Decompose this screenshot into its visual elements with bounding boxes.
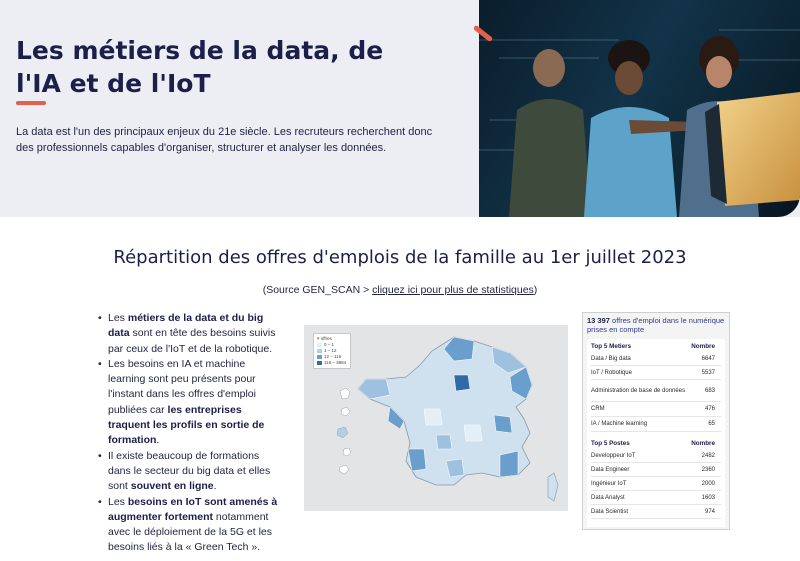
row-label: Developpeur IoT [591, 452, 636, 459]
legend-swatch [317, 361, 322, 365]
stats-table [587, 339, 725, 527]
table-row [591, 366, 721, 380]
bullet-highlight: souvent en ligne [130, 480, 214, 493]
count-header: Nombre [691, 343, 715, 350]
bullet-text: notamment avec le déploiement de la 5G et les besoins liés à la « Green Tech ». [108, 510, 273, 554]
hero-description: La data est l'un des principaux enjeux du 21e siècle. Les recruteurs recherchent donc des professionnels capables d'organiser, structurer et analyser les données. [16, 126, 433, 154]
bullet-text: Les [108, 312, 128, 324]
source-prefix: (Source GEN_SCAN > [262, 284, 373, 296]
row-label: Administration de base de données [591, 387, 686, 394]
source-line [0, 284, 800, 296]
team-photo-illustration [479, 0, 800, 217]
list-item [98, 495, 284, 556]
list-item [98, 311, 284, 357]
row-value: 5537 [701, 369, 715, 376]
total-offers: 13 397 [587, 316, 610, 325]
title-underline [16, 101, 46, 105]
table-row [591, 449, 721, 463]
row-value: 974 [704, 508, 715, 515]
row-value: 1603 [701, 494, 715, 501]
row-value: 2482 [701, 452, 715, 459]
row-label: Data Scientist [591, 508, 629, 515]
legend-title: # offres [317, 336, 332, 341]
section-title: Répartition des offres d'emplois de la famille au 1er juillet 2023 [113, 247, 687, 268]
legend-swatch [317, 355, 322, 359]
legend-label: 1 – 12 [324, 348, 337, 353]
legend-swatch [317, 349, 322, 353]
legend-item [317, 360, 347, 366]
hero-photo [479, 0, 800, 217]
table-row [591, 491, 721, 505]
bullet-text: . [213, 480, 217, 493]
source-suffix: ) [533, 284, 538, 296]
table-row [591, 477, 721, 491]
key-points-list [98, 311, 284, 556]
count-header: Nombre [691, 440, 715, 447]
bullet-highlight: métiers de la data et du big data [108, 312, 264, 340]
bullet-text: Les [108, 495, 128, 508]
row-label: Ingénieur IoT [591, 480, 627, 487]
list-item [98, 449, 284, 495]
postes-header-row [591, 440, 721, 447]
bullet-highlight: les entreprises traquent les profils en sortie de formation [108, 403, 265, 447]
row-value: 2360 [701, 466, 715, 473]
row-value: 65 [708, 421, 715, 427]
bullet-highlight: besoins en IoT sont amenés à augmenter fortement [108, 495, 278, 523]
table-row [591, 402, 721, 417]
stats-panel [582, 312, 730, 530]
table-row [591, 463, 721, 477]
table-row [591, 417, 721, 432]
stats-summary [587, 316, 729, 334]
page-title: Les métiers de la data, de l'IA et de l'IoT [16, 36, 384, 98]
map-legend [313, 333, 351, 369]
row-label: CRM [591, 406, 605, 412]
row-value: 6647 [701, 355, 715, 362]
list-item [98, 357, 284, 449]
row-label: Data / Big data [591, 355, 631, 362]
statistics-link[interactable]: cliquez ici pour plus de statistiques [372, 284, 534, 296]
row-label: IA / Machine learning [591, 421, 648, 427]
postes-header: Top 5 Postes [591, 440, 630, 447]
row-value: 476 [704, 406, 715, 412]
row-label: IoT / Robotique [591, 369, 632, 376]
table-row [591, 380, 721, 402]
row-label: Data Analyst [591, 494, 625, 501]
row-value: 683 [704, 387, 715, 394]
metiers-header: Top 5 Metiers [591, 343, 632, 350]
legend-label: 0 – 1 [324, 342, 335, 347]
row-label: Data Engineer [591, 466, 630, 473]
bullet-text: Les besoins en IA et machine learning sont peu présents pour l'instant dans les offres d'emploi publiées car [108, 357, 256, 416]
table-row [591, 505, 721, 519]
bullet-text: Il existe beaucoup de formations dans le secteur du big data et elles sont [108, 449, 271, 493]
bullet-text: sont en tête des besoins suivis par ceux de l'IoT et de la robotique. [108, 327, 276, 355]
legend-label: 116 – 3984 [324, 360, 347, 365]
metiers-header-row [591, 343, 721, 350]
row-value: 2000 [701, 480, 715, 487]
bullet-text: . [156, 434, 160, 447]
legend-label: 12 – 116 [324, 354, 342, 359]
legend-swatch [317, 343, 322, 347]
total-offers-text: offres d'emploi dans le numérique prises en compte [587, 316, 725, 334]
table-row [591, 352, 721, 366]
